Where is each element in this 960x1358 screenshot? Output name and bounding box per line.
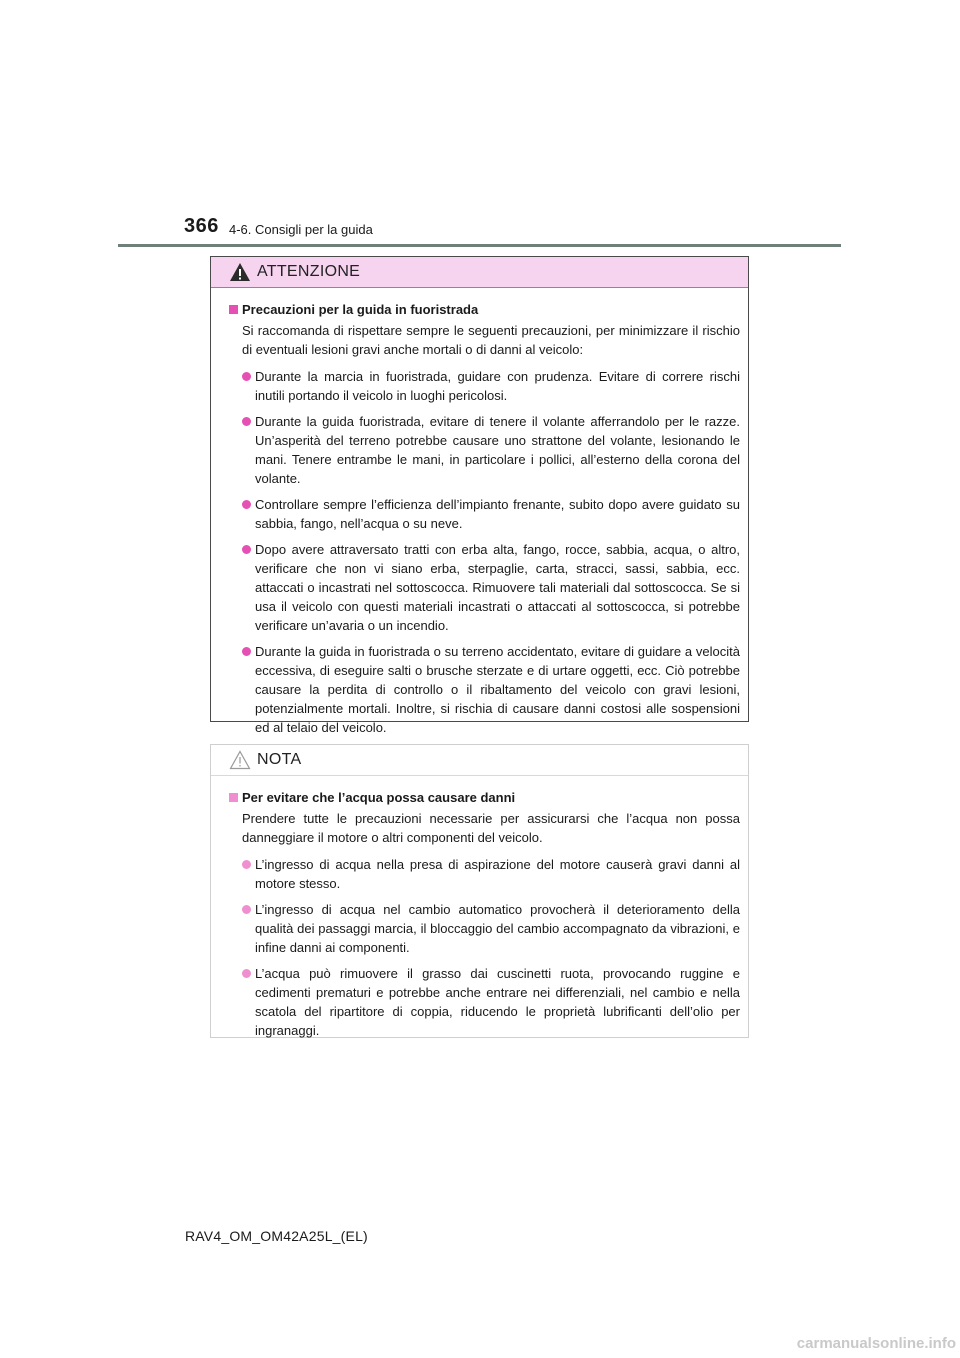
section-title: 4-6. Consigli per la guida [229,222,373,237]
note-intro: Prendere tutte le precauzioni necessarie per assicurarsi che l’acqua non possa danneggiare il motore o altri componenti del veicolo. [242,811,740,845]
list-item-text: Durante la guida fuoristrada, evitare di tenere il volante afferrandolo per le razze. Un’asperità del terreno potrebbe causare uno strattone del volante, lesionando le mani. Tenere entrambe le mani, in particolare i pollici, all’esterno della corona del volante. [255,414,740,486]
caution-triangle-icon [229,750,251,770]
round-bullet-icon [242,417,251,426]
note-header [211,745,748,776]
note-heading [229,788,740,807]
header-rule [118,244,841,247]
document-code: RAV4_OM_OM42A25L_(EL) [185,1228,368,1244]
warning-intro: Si raccomanda di rispettare sempre le seguenti precauzioni, per minimizzare il rischio di eventuali lesioni gravi anche mortali o di danni al veicolo: [242,323,740,357]
round-bullet-icon [242,647,251,656]
list-item [229,540,740,635]
list-item [229,495,740,533]
round-bullet-icon [242,500,251,509]
note-body [211,776,748,1040]
list-item [229,367,740,405]
round-bullet-icon [242,545,251,554]
list-item-text: Durante la marcia in fuoristrada, guidare con prudenza. Evitare di correre rischi inutili portando il veicolo in luoghi pericolosi. [255,369,740,403]
note-title: NOTA [257,751,302,768]
list-item [229,412,740,488]
round-bullet-icon [242,372,251,381]
list-item-text: L’ingresso di acqua nel cambio automatico provocherà il deterioramento della qualità dei passaggi marcia, il bloccaggio del cambio accompagnato da vibrazioni, e infine danni ai componenti. [255,902,740,955]
warning-body [211,288,748,737]
warning-heading-text: Precauzioni per la guida in fuoristrada [242,302,479,317]
warning-box [210,256,749,735]
list-item-text: Controllare sempre l’efficienza dell’impianto frenante, subito dopo avere guidato su sabbia, fango, nell’acqua o su neve. [255,497,740,531]
list-item-text: Durante la guida in fuoristrada o su terreno accidentato, evitare di guidare a velocità eccessiva, di eseguire salti o brusche sterzate e di urtare oggetti, ecc. Ciò potrebbe causare la perdita di controllo o il ribaltamento del veicolo con gravi lesioni, potenzialmente mortali. Inoltre, si rischia di causare danni costosi alle sospensioni ed al telaio del veicolo. [255,644,740,735]
list-item-text: L’acqua può rimuovere il grasso dai cuscinetti ruota, provocando ruggine e cedimenti prematuri e potrebbe anche entrare nei differenziali, nel cambio e nella scatola del ripartitore di coppia, riducendo le proprietà lubrificanti dell’olio per ingranaggi. [255,966,740,1038]
watermark: carmanualsonline.info [796,1335,956,1352]
warning-heading [229,300,740,319]
square-bullet-icon [229,305,238,314]
list-item [229,900,740,957]
warning-triangle-icon [229,262,251,282]
list-item [229,642,740,737]
round-bullet-icon [242,905,251,914]
note-heading-text: Per evitare che l’acqua possa causare danni [242,790,516,805]
round-bullet-icon [242,860,251,869]
list-item [229,964,740,1040]
square-bullet-icon [229,793,238,802]
warning-header [211,257,748,288]
list-item-text: Dopo avere attraversato tratti con erba alta, fango, rocce, sabbia, acqua, o altro, verificare che non vi siano erba, sterpaglie, carta, stracci, sassi, sabbia, ecc. attaccati o incastrati nel sottoscocca. Rimuovere tali materiali dal sottoscocca. Se si usa il veicolo con questi materiali incastrati o attaccati al sottoscocca, si potrebbe verificare un’avaria o un incendio. [255,542,740,633]
page-number: 366 [184,215,219,237]
round-bullet-icon [242,969,251,978]
warning-title: ATTENZIONE [257,263,361,280]
list-item [229,855,740,893]
list-item-text: L’ingresso di acqua nella presa di aspirazione del motore causerà gravi danni al motore stesso. [255,857,740,891]
note-box [210,744,749,1038]
